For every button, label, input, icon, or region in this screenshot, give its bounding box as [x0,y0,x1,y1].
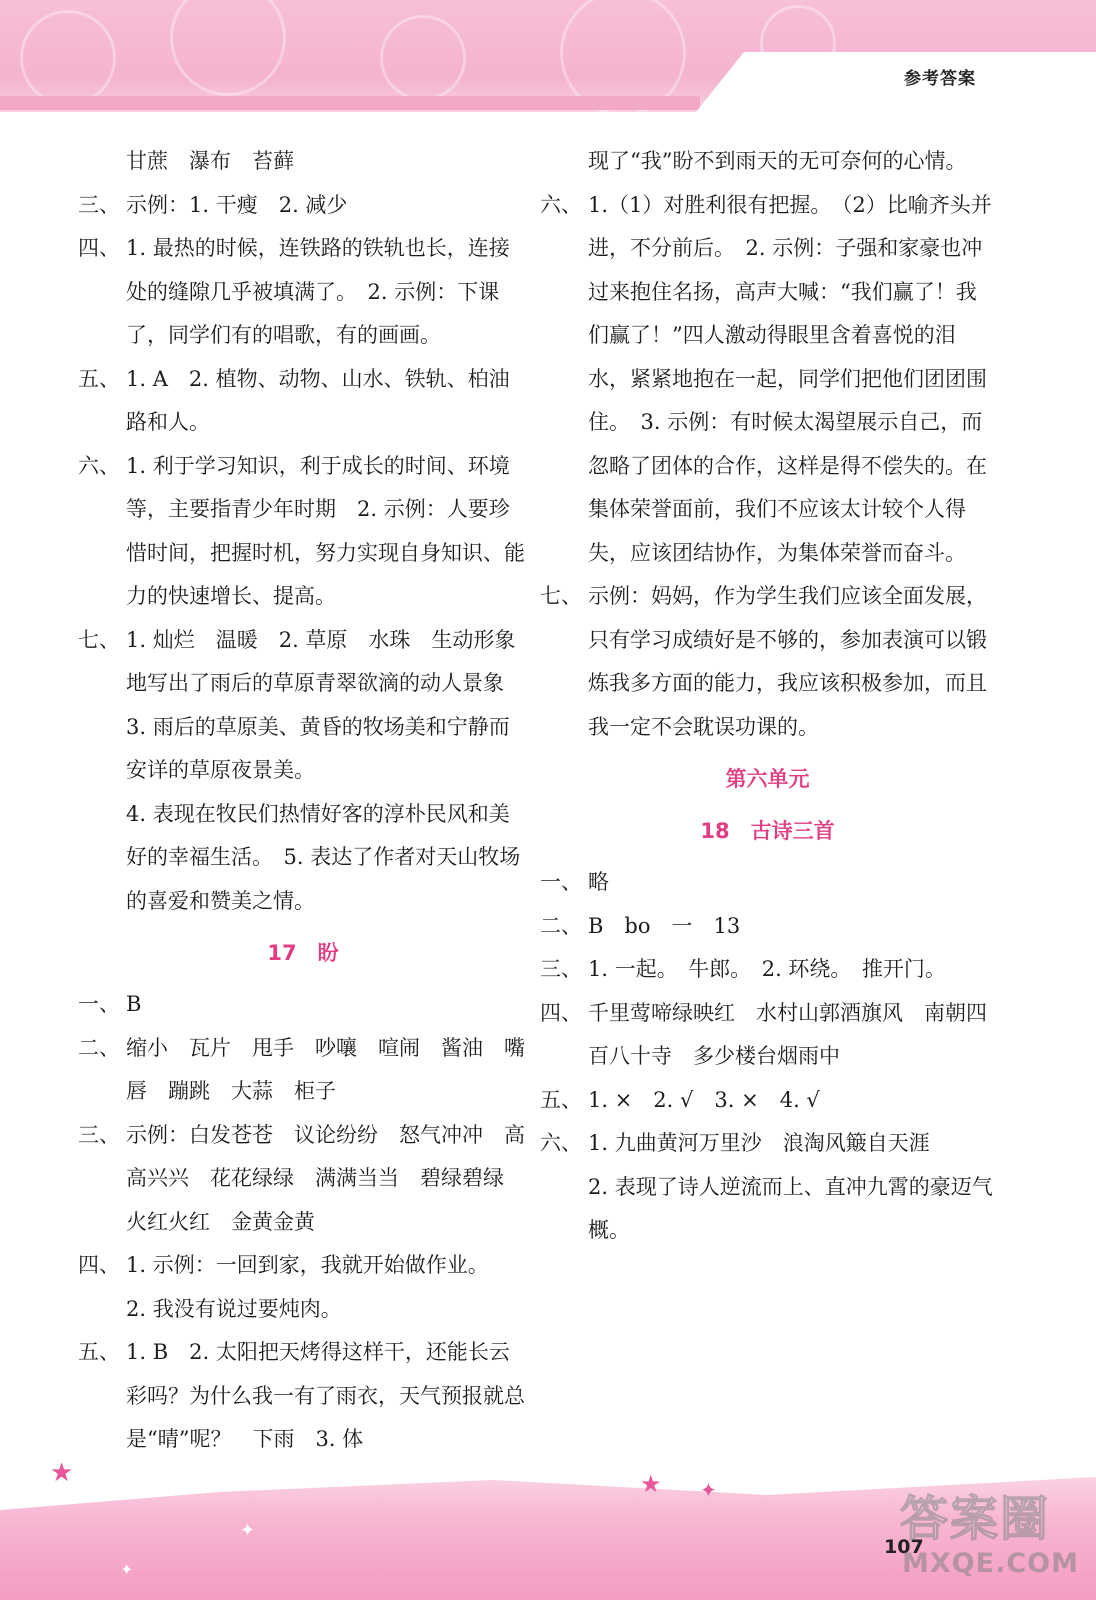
answer-text: 2. 我没有说过要炖肉。 [126,1296,342,1321]
answer-label: 四、 [78,1253,120,1277]
answer-label: 二、 [540,913,582,938]
page-number: 107 [884,1536,924,1558]
answer-text: 略 [588,870,609,894]
answer-item [540,575,995,749]
answer-item [540,948,995,992]
star-icon: ✦ [240,1520,256,1541]
answer-item [540,1122,995,1166]
answer-item [78,983,528,1027]
answer-item [540,992,995,1079]
answer-item [78,445,528,619]
answer-text: 1. 一起。 牛郎。 2. 环绕。 推开门。 [588,957,946,981]
answer-text: 千里莺啼绿映红 水村山郭酒旗风 南朝四百八十寺 多少楼台烟雨中 [588,1000,987,1068]
answer-item [78,227,528,358]
answer-text: 示例：1. 干瘦 2. 减少 [126,192,348,217]
answer-label: 一、 [540,870,582,894]
answer-text: 1. 灿烂 温暖 2. 草原 水珠 生动形象地写出了雨后的草原青翠欲滴的动人景象 3. 雨后的草原美、黄昏的牧场美和宁静而安详的草原夜景美。 [126,627,525,782]
answer-item [540,184,995,576]
answer-item [78,1244,528,1288]
answer-label: 三、 [540,957,582,981]
left-column [78,140,528,1462]
answer-text: 2. 表现了诗人逆流而上、直冲九霄的豪迈气概。 [588,1174,993,1242]
answer-continuation [78,140,528,184]
answer-item [540,905,995,949]
answer-item [540,1079,995,1123]
answer-text: 甘蔗 瀑布 苔藓 [126,149,294,173]
header-band [0,0,1096,112]
answer-text: 1. A 2. 植物、动物、山水、铁轨、柏油路和人。 [126,366,510,434]
answer-text: 1. 利于学习知识，利于成长的时间、环境等，主要指青少年时期 2. 示例：人要珍惜时间，把握时机，努力实现自身知识、能力的快速增长、提高。 [126,453,525,608]
answer-text: 1. 最热的时候，连铁路的铁轨也长，连接处的缝隙几乎被填满了。 2. 示例：下课了，同学们有的唱歌，有的画画。 [126,236,510,347]
section-title: 17 盼 [267,941,339,965]
answer-text: 现了“我”盼不到雨天的无可奈何的心情。 [588,149,967,173]
answer-label: 一、 [78,992,120,1016]
answer-text: 1. B 2. 太阳把天烤得这样干，还能长云彩吗？为什么我一有了雨衣，天气预报就总是“晴”呢？ 下雨 3. 体 [126,1340,525,1451]
star-icon: ✦ [120,1560,134,1579]
answer-label: 三、 [78,1122,120,1147]
answer-continuation [78,793,528,924]
star-icon: ★ [640,1470,662,1498]
star-icon: ✦ [700,1478,717,1502]
answer-item [78,619,528,793]
answer-item [540,861,995,905]
answer-label: 六、 [540,192,582,217]
answer-text: 1. 九曲黄河万里沙 浪淘风簸自天涯 [588,1131,930,1155]
answer-text: 示例：妈妈，作为学生我们应该全面发展，只有学习成绩好是不够的，参加表演可以锻炼我多方面的能力，我应该积极参加，而且我一定不会耽误功课的。 [588,584,987,739]
answer-label: 五、 [78,366,120,391]
answer-text: 1. 示例：一回到家，我就开始做作业。 [126,1253,489,1277]
answer-continuation [78,1288,528,1332]
star-icon: ★ [50,1458,74,1488]
answer-text: 1.（1）对胜利很有把握。 （2）比喻齐头并进，不分前后。 2. 示例：子强和家豪也冲过来抱住名扬，高声大喊：“我们赢了！我们赢了！”四人激动得眼里含着喜悦的泪水，紧紧地抱在一起，同学们把他们团团围住。 3. 示例：有时候太渴望展示自己，而忽略了团体的合作，这样是得不偿失的。在集体荣誉面前，我们不应该太计较个人得失，应该团结协作，为集体荣誉而奋斗。 [588,192,992,565]
running-head: 参考答案 [904,69,976,89]
answer-label: 七、 [78,627,120,652]
watermark-url: MXQE.COM [902,1548,1079,1579]
answer-label: 六、 [540,1131,582,1155]
answer-item [78,1027,528,1114]
answer-text: B [126,992,142,1016]
answer-text: 1. × 2. √ 3. × 4. √ [588,1087,820,1112]
answer-label: 二、 [78,1035,120,1060]
section-title: 18 古诗三首 [700,819,835,843]
answer-item [78,358,528,445]
answer-item [78,1114,528,1245]
answer-label: 五、 [540,1087,582,1112]
answer-text: 示例：白发苍苍 议论纷纷 怒气冲冲 高高兴兴 花花绿绿 满满当当 碧绿碧绿 火红火红 金黄金黄 [126,1122,525,1234]
answer-label: 四、 [78,236,120,260]
answer-label: 五、 [78,1340,120,1364]
answer-label: 三、 [78,192,120,217]
answer-continuation [540,1166,995,1253]
answer-text: 4. 表现在牧民们热情好客的淳朴民风和美好的幸福生活。 5. 表达了作者对天山牧场的喜爱和赞美之情。 [126,801,521,913]
answer-label: 七、 [540,584,582,608]
answer-text: B bo 一 13 [588,913,741,938]
section-title: 第六单元 [725,767,810,791]
answer-item [78,184,528,228]
watermark [900,1478,1080,1588]
answer-item [78,1331,528,1462]
answer-label: 六、 [78,453,120,478]
right-column [540,140,995,1253]
answer-text: 缩小 瓦片 甩手 吵嚷 喧闹 酱油 嘴唇 蹦跳 大蒜 柜子 [126,1035,525,1103]
answer-label: 四、 [540,1000,582,1025]
answer-continuation [540,140,995,184]
watermark-title: 答案圈 [900,1491,1051,1547]
